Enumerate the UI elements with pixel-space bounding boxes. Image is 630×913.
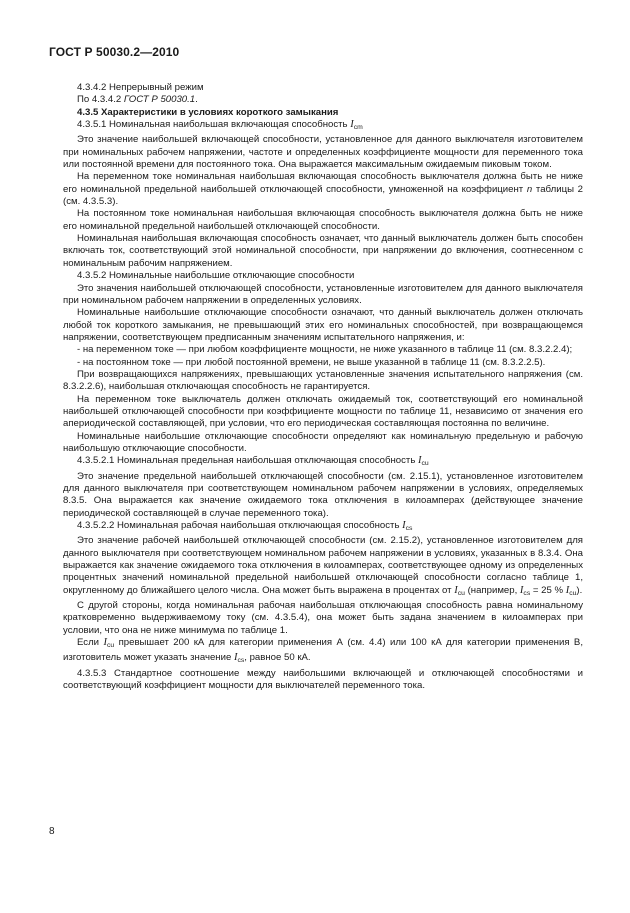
paragraph: Номинальная наибольшая включающая способность означает, что данный выключатель должен быть способен включать ток, соответствующий этой номинальной способности, при напряжении до включения, соотнесенном с номинальным рабочим напряжением.: [63, 233, 583, 269]
page-number: 8: [49, 826, 55, 837]
paragraph: С другой стороны, когда номинальная рабочая наибольшая отключающая способность равна номинальному кратковременно выдерживаемому току (см. 4.3.5.4), она может быть задана значением в килоамперах при условии, что она не ниже минимума по таблице 1.: [63, 600, 583, 636]
paragraph-4-3-4-2-title: 4.3.4.2 Непрерывный режим: [77, 82, 204, 93]
paragraph: Номинальные наибольшие отключающие способности определяют как номинальную предельную и рабочую наибольшую отключающие способности.: [63, 430, 583, 454]
paragraph: Это значения наибольшей отключающей способности, установленные изготовителем для данного выключателя при номинальном рабочем напряжении в определенных условиях.: [63, 282, 583, 306]
section-heading-4-3-5: 4.3.5 Характеристики в условиях короткого замыкания: [77, 106, 339, 118]
reference-standard: ГОСТ Р 50030.1: [123, 94, 196, 106]
paragraph: Номинальные наибольшие отключающие способности означают, что данный выключатель должен отключать любой ток короткого замыкания, не превышающий этих его номинальных способностей, при возвращающемся напряжении, соответствующем предписанным значениям испытательного напряжения, и:: [63, 307, 583, 343]
document-body: [63, 82, 583, 693]
paragraph-4-3-5-3-title: 4.3.5.3 Стандартное соотношение между наибольшими включающей и отключающей способностями и соответствующий коэффициент мощности для выключателей переменного тока.: [63, 667, 583, 692]
paragraph-4-3-5-2-1-title: 4.3.5.2.1 Номинальная предельная наибольшая отключающая способность $I_{cu}$: [77, 455, 429, 468]
paragraph: Это значение рабочей наибольшей отключающей способности (см. 2.15.2), установленное изготовителем для данного выключателя при соответствующем номинальном рабочем напряжении в условиях, указанных в 8.3.4. Она выражается как значение ожидаемого тока отключения в килоамперах, соответствующее одному из определенных процентных значений номинальной предельной наибольшей отключающей способности согласно таблице 1, округленному до ближайшего целого числа. Она может быть выражена в процентах от $I_{cu}$ (например, $I_{cs} = 25$ % $I_{cu}$).: [63, 535, 583, 597]
paragraph: Если $I_{cu}$ превышает 200 кА для категории применения А (см. 4.4) или 100 кА для категории применения В, изготовитель может указать значение $I_{cs}$, равное 50 кА.: [63, 637, 583, 665]
paragraph-4-3-5-1-title: 4.3.5.1 Номинальная наибольшая включающая способность $I_{cm}$: [77, 119, 363, 132]
paragraph: Это значение наибольшей включающей способности, установленное для данного выключателя изготовителем при номинальных рабочем напряжении, частоте и определенных коэффициенте мощности для переменного тока или постоянной времени для постоянного тока. Она выражается максимальным ожидаемым пиковым током.: [63, 134, 583, 171]
paragraph: На постоянном токе номинальная наибольшая включающая способность выключателя должна быть не ниже его номинальной предельной наибольшей отключающей способности.: [63, 208, 583, 232]
paragraph: На переменном токе номинальная наибольшая включающая способность выключателя должна быть не ниже его номинальной предельной наибольшей отключающей способности, умноженной на коэффициент n таблицы 2 (см. 4.3.5.3).: [63, 171, 583, 208]
paragraph: На переменном токе выключатель должен отключать ожидаемый ток, соответствующий его номинальной наибольшей отключающей способности при коэффициенте мощности по таблице 11, независимо от значения его апериодической составляющей, при условии, что его периодическая составляющая постоянна по величине.: [63, 393, 583, 430]
paragraph-reference: По 4.3.4.2 ГОСТ Р 50030.1.: [77, 94, 198, 106]
paragraph: При возвращающихся напряжениях, превышающих установленные значения испытательного напряжения (см. 8.3.2.2.6), наибольшая отключающая способность не гарантируется.: [63, 368, 583, 393]
paragraph-4-3-5-2-2-title: 4.3.5.2.2 Номинальная рабочая наибольшая отключающая способность $I_{cs}$: [77, 520, 413, 533]
document-header: ГОСТ Р 50030.2—2010: [49, 45, 180, 59]
paragraph-4-3-5-2-title: 4.3.5.2 Номинальные наибольшие отключающие способности: [77, 270, 355, 282]
paragraph: Это значение предельной наибольшей отключающей способности (см. 2.15.1), установленное изготовителем для данного выключателя при соответствующем номинальном рабочем напряжении в условиях, определяемых 8.3.5. Она выражается как значение ожидаемого тока отключения в килоамперах (действующее значение периодической составляющей в случае переменного тока).: [63, 470, 583, 519]
list-item: - на постоянном токе — при любой постоянной времени, не выше указанной в таблице 11 (см. 8.3.2.2.5).: [77, 356, 546, 368]
list-item: - на переменном токе — при любом коэффициенте мощности, не ниже указанного в таблице 11 (см. 8.3.2.2.4);: [77, 344, 573, 356]
